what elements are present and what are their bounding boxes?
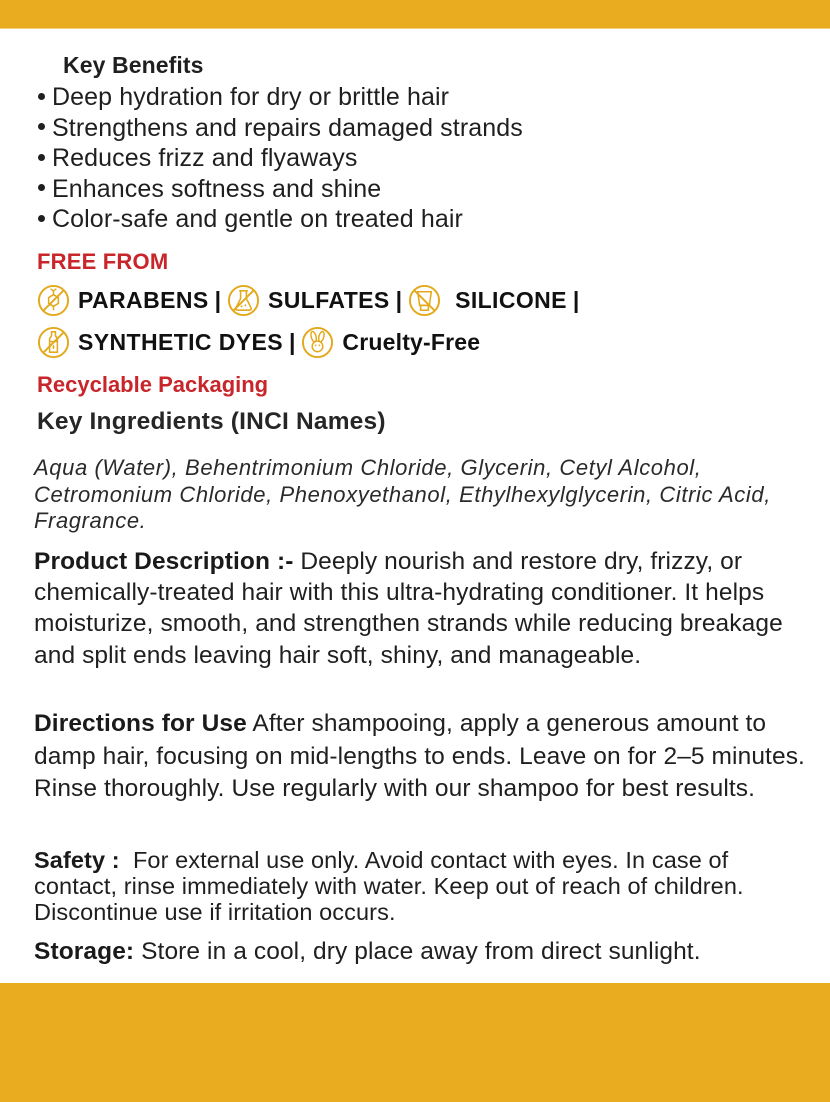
benefit-item: Reduces frizz and flyaways [38,143,523,174]
separator: | [395,287,403,313]
key-ingredients-heading: Key Ingredients (INCI Names) [37,408,386,435]
key-benefits-list [38,82,523,235]
ingredients-list: Aqua (Water), Behentrimonium Chloride, Glycerin, Cetyl Alcohol, Cetromonium Chloride, Phenoxyethanol, Ethylhexylglycerin, Citric Acid, Fragrance. [34,455,771,533]
key-benefits-heading: Key Benefits [63,52,204,78]
benefit-item: Strengthens and repairs damaged strands [38,113,523,144]
product-description [34,546,814,671]
free-from-row-2 [37,326,480,359]
free-from-parabens: PARABENS [37,284,209,317]
no-parabens-icon [37,284,70,317]
free-from-sulfates: SULFATES [227,284,390,317]
safety-text: For external use only. Avoid contact with eyes. In case of contact, rinse immediately with water. Keep out of reach of children. Discontinue use if irritation occurs. [34,847,751,925]
storage-text: Store in a cool, dry place away from direct sunlight. [134,938,701,965]
safety-label: Safety : [34,847,120,873]
separator: | [572,287,580,313]
recyclable-packaging-heading: Recyclable Packaging [37,372,269,397]
cruelty-free: Cruelty-Free [301,326,480,359]
storage-info [34,936,814,967]
directions-for-use [34,708,814,806]
bullet-icon [38,184,45,191]
free-from-silicone: SILICONE [408,284,567,317]
free-from-heading: FREE FROM [37,249,169,274]
free-from-row-1 [37,284,585,317]
bottom-accent-bar [0,983,830,1102]
no-synthetic-dyes-icon [37,326,70,359]
no-sulfates-icon [227,284,260,317]
directions-label: Directions for Use [34,710,247,737]
product-description-text: Deeply nourish and restore dry, frizzy, or chemically-treated hair with this ultra-hydrating conditioner. It helps moisturize, smooth, and strengthen strands while reducing breakage and split ends leaving hair soft, shiny, and manageable. [34,548,783,669]
benefit-item: Deep hydration for dry or brittle hair [38,82,523,113]
cruelty-free-bunny-icon [301,326,334,359]
separator: | [288,329,296,355]
bullet-icon [38,93,45,100]
free-from-synthetic-dyes: SYNTHETIC DYES [37,326,283,359]
top-accent-bar [0,0,830,29]
no-silicone-icon [408,284,441,317]
bullet-icon [38,154,45,161]
product-description-label: Product Description :- [34,548,294,575]
benefit-item: Color-safe and gentle on treated hair [38,204,523,235]
separator: | [214,287,222,313]
storage-label: Storage: [34,938,135,965]
safety-info [34,847,814,925]
directions-text: After shampooing, apply a generous amount to damp hair, focusing on mid-lengths to ends. Leave on for 2–5 minutes. Rinse thoroughly. Use regularly with our shampoo for best results. [34,710,805,802]
bullet-icon [38,123,45,130]
bullet-icon [38,215,45,222]
benefit-item: Enhances softness and shine [38,174,523,205]
